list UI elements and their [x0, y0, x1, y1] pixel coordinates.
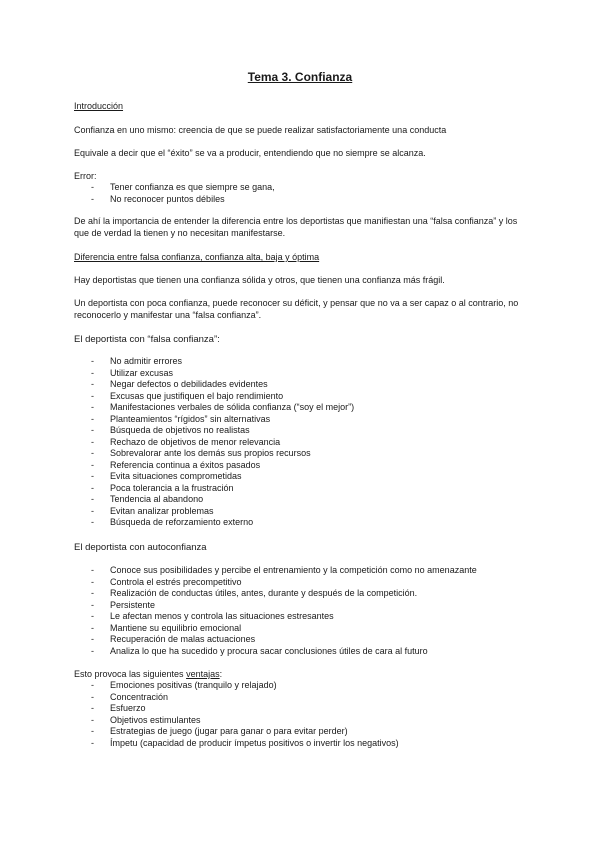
false-confidence-item: - Manifestaciones verbales de sólida confianza (“soy el mejor”): [74, 402, 544, 414]
advantage-item: - Estrategias de juego (jugar para ganar o para evitar perder): [74, 726, 544, 738]
autoconfidence-item: - Realización de conductas útiles, antes, durante y después de la competición.: [74, 588, 544, 600]
advantages-intro-text: Esto provoca las siguientes: [74, 669, 187, 679]
false-confidence-item: - Excusas que justifiquen el bajo rendimiento: [74, 391, 544, 403]
intro-paragraph-1: Confianza en uno mismo: creencia de que se puede realizar satisfactoriamente una conducta: [74, 125, 447, 135]
autoconfidence-heading: El deportista con autoconfianza: [74, 542, 207, 553]
false-confidence-item: - Búsqueda de objetivos no realistas: [74, 425, 544, 437]
page-title: Tema 3. Confianza: [247, 70, 353, 84]
difference-heading: Diferencia entre falsa confianza, confianza alta, baja y óptima: [74, 252, 320, 262]
autoconfidence-item: - Le afectan menos y controla las situaciones estresantes: [74, 611, 544, 623]
false-confidence-item: - Rechazo de objetivos de menor relevancia: [74, 437, 544, 449]
advantage-item: - Ímpetu (capacidad de producir ímpetus positivos o invertir los negativos): [74, 738, 544, 750]
advantage-item: - Concentración: [74, 692, 544, 704]
false-confidence-item: - No admitir errores: [74, 356, 544, 368]
advantage-item: - Esfuerzo: [74, 703, 544, 715]
false-confidence-item: - Evita situaciones comprometidas: [74, 471, 544, 483]
error-label: Error:: [74, 171, 97, 181]
false-confidence-item: - Negar defectos o debilidades evidentes: [74, 379, 544, 391]
autoconfidence-item: - Recuperación de malas actuaciones: [74, 634, 544, 646]
false-confidence-item: - Tendencia al abandono: [74, 494, 544, 506]
autoconfidence-item: - Mantiene su equilibrio emocional: [74, 623, 544, 635]
advantage-item: - Emociones positivas (tranquilo y relajado): [74, 680, 544, 692]
autoconfidence-item: - Analiza lo que ha sucedido y procura sacar conclusiones útiles de cara al futuro: [74, 646, 544, 658]
intro-paragraph-2: Equivale a decir que el “éxito” se va a producir, entendiendo que no siempre se alcanza.: [74, 148, 426, 158]
autoconfidence-item: - Persistente: [74, 600, 544, 612]
false-confidence-item: - Planteamientos “rígidos” sin alternativas: [74, 414, 544, 426]
autoconfidence-item: - Conoce sus posibilidades y percibe el entrenamiento y la competición como no amenazante: [74, 565, 544, 577]
false-confidence-item: - Sobrevalorar ante los demás sus propios recursos: [74, 448, 544, 460]
advantages-intro: [74, 669, 534, 681]
difference-paragraph-1: Hay deportistas que tienen una confianza sólida y otros, que tienen una confianza más frágil.: [74, 275, 445, 285]
error-list: [74, 182, 544, 205]
false-confidence-item: - Evitan analizar problemas: [74, 506, 544, 518]
error-list-item: - Tener confianza es que siempre se gana,: [74, 182, 544, 194]
false-confidence-item: - Poca tolerancia a la frustración: [74, 483, 544, 495]
advantage-item: - Objetivos estimulantes: [74, 715, 544, 727]
intro-heading: Introducción: [74, 101, 124, 111]
false-confidence-item: - Referencia continua a éxitos pasados: [74, 460, 544, 472]
advantages-list: [74, 680, 544, 749]
false-confidence-item: - Utilizar excusas: [74, 368, 544, 380]
advantages-colon: :: [219, 669, 223, 679]
importance-paragraph: De ahí la importancia de entender la diferencia entre los deportistas que manifiestan una “falsa confianza” y los que de verdad la tienen y no necesitan manifestarse.: [74, 216, 518, 238]
false-confidence-item: - Búsqueda de reforzamiento externo: [74, 517, 544, 529]
difference-paragraph-2: Un deportista con poca confianza, puede reconocer su déficit, y pensar que no va a ser capaz o al contrario, no reconocerlo y manifestar una “falsa confianza”.: [74, 298, 519, 320]
false-confidence-list: [74, 356, 544, 529]
autoconfidence-item: - Controla el estrés precompetitivo: [74, 577, 544, 589]
advantages-word: ventajas: [186, 669, 220, 679]
error-list-item: - No reconocer puntos débiles: [74, 194, 544, 206]
false-confidence-heading: El deportista con “falsa confianza”:: [74, 334, 220, 345]
autoconfidence-list: [74, 565, 544, 657]
